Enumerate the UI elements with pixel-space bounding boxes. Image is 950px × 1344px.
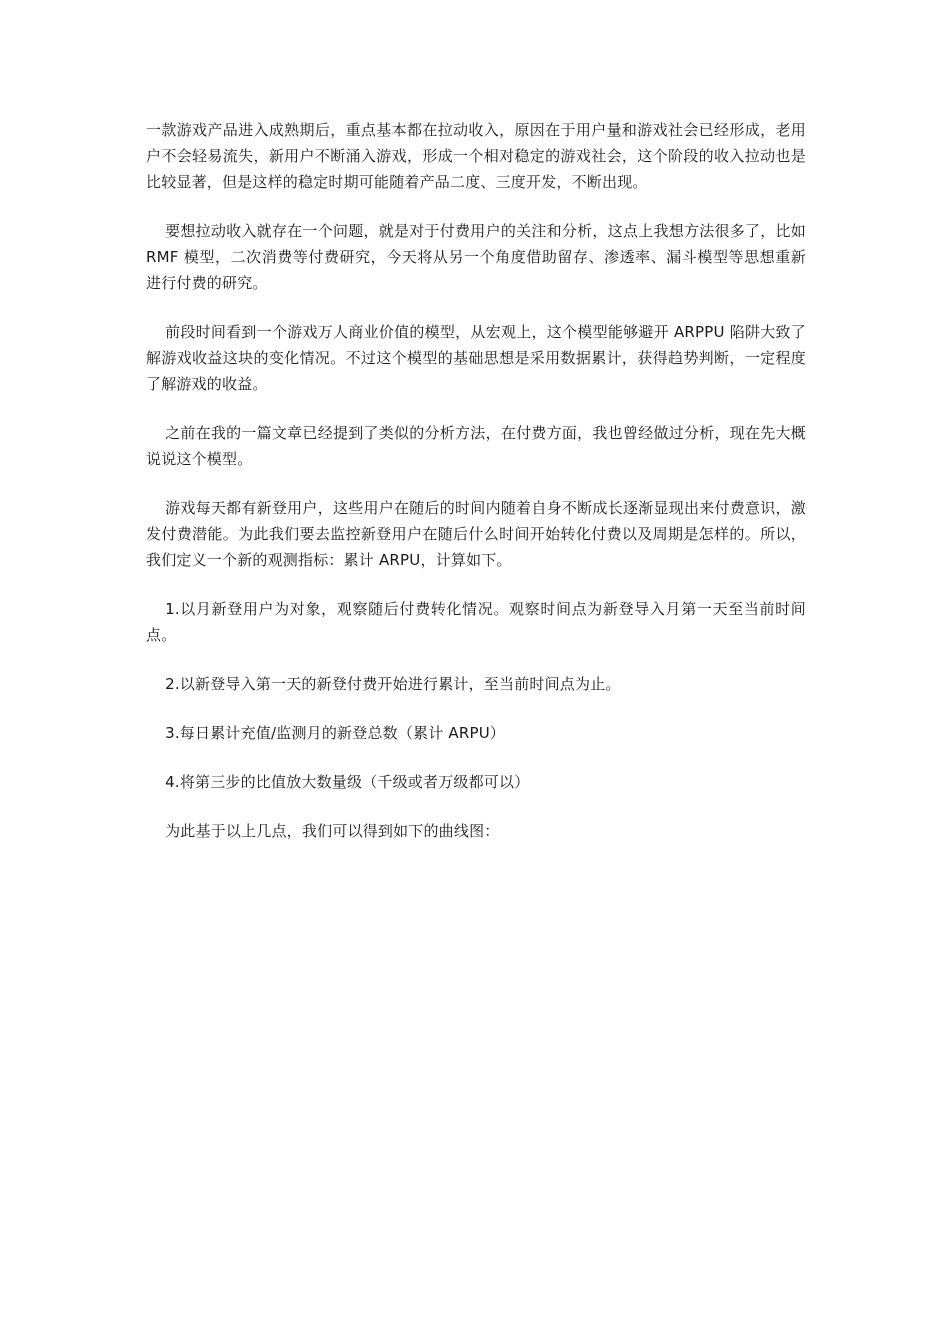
paragraph-previous-article: 之前在我的一篇文章已经提到了类似的分析方法，在付费方面，我也曾经做过分析，现在先大概说说这个模型。 [146, 424, 806, 468]
paragraph-model-intro: 前段时间看到一个游戏万人商业价值的模型，从宏观上，这个模型能够避开 ARPPU 陷阱大致了解游戏收益这块的变化情况。不过这个模型的基础思想是采用数据累计，获得趋势判断，一定程度了解游戏的收益。 [146, 323, 806, 393]
paragraph-intro: 一款游戏产品进入成熟期后，重点基本都在拉动收入，原因在于用户量和游戏社会已经形成，老用户不会轻易流失，新用户不断涌入游戏，形成一个相对稳定的游戏社会，这个阶段的收入拉动也是比较显著，但是这样的稳定时期可能随着产品二度、三度开发，不断出现。 [146, 121, 806, 191]
list-item-step-3: 3.每日累计充值/监测月的新登总数（累计 ARPU） [165, 724, 506, 742]
paragraph-new-metric: 游戏每天都有新登用户，这些用户在随后的时间内随着自身不断成长逐渐显现出来付费意识，激发付费潜能。为此我们要去监控新登用户在随后什么时间开始转化付费以及周期是怎样的。所以，我们定义一个新的观测指标：累计 ARPU，计算如下。 [146, 499, 806, 569]
list-item-step-1: 1.以月新登用户为对象，观察随后付费转化情况。观察时间点为新登导入月第一天至当前时间点。 [146, 600, 806, 644]
list-item-step-2: 2.以新登导入第一天的新登付费开始进行累计，至当前时间点为止。 [165, 675, 621, 693]
paragraph-revenue-problem: 要想拉动收入就存在一个问题，就是对于付费用户的关注和分析，这点上我想方法很多了，比如 RMF 模型，二次消费等付费研究，今天将从另一个角度借助留存、渗透率、漏斗模型等思想重新进行付费的研究。 [146, 222, 806, 292]
paragraph-curve-intro: 为此基于以上几点，我们可以得到如下的曲线图： [165, 822, 500, 840]
list-item-step-4: 4.将第三步的比值放大数量级（千级或者万级都可以） [165, 773, 530, 791]
document-body [146, 117, 806, 867]
